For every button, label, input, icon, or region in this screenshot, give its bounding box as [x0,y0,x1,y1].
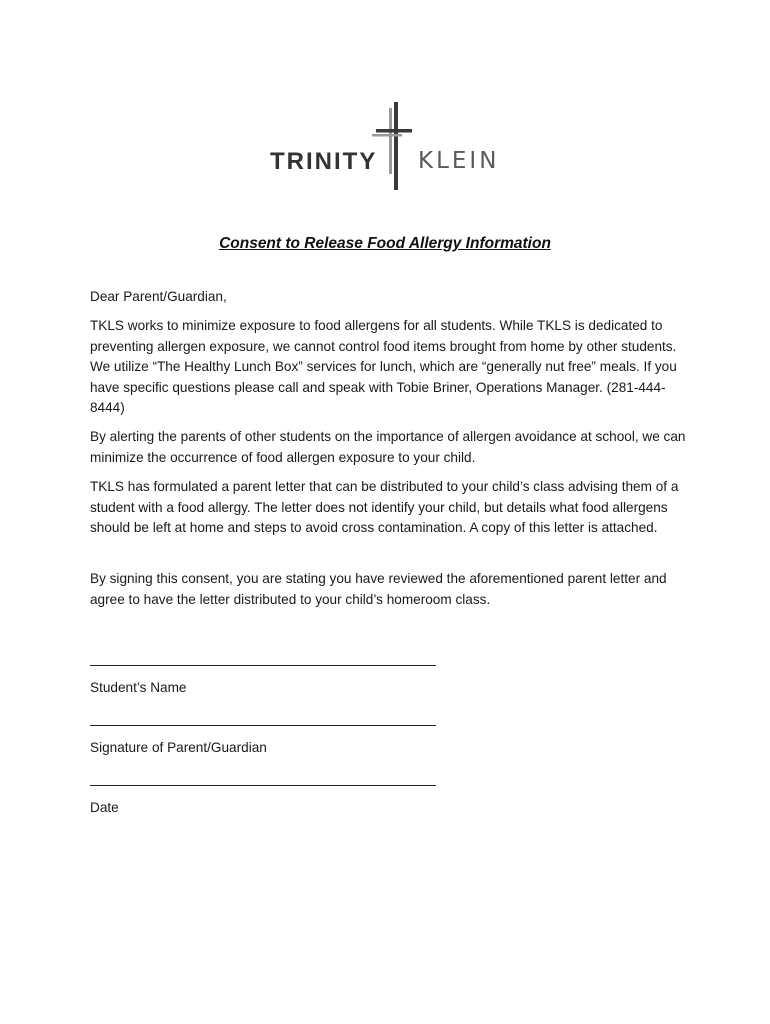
date-line[interactable] [90,785,436,786]
paragraph-alerting-parents: By alerting the parents of other students on the importance of allergen avoidance at school, we can minimize the occurrence of food allergen exposure to your child. [90,429,686,465]
parent-signature-line[interactable] [90,725,436,726]
salutation: Dear Parent/Guardian, [90,289,227,304]
paragraph-consent-statement: By signing this consent, you are stating you have reviewed the aforementioned parent letter and agree to have the letter distributed to your child’s homeroom class. [90,571,667,607]
paragraph-allergen-policy: TKLS works to minimize exposure to food allergens for all students. While TKLS is dedicated to preventing allergen exposure, we cannot control food items brought from home by other students. We utilize “The Healthy Lunch Box” services for lunch, which are “generally nut free” meals. If you have specific questions please call and speak with Tobie Briner, Operations Manager. (281-444-8444) [90,318,677,415]
cross-icon [368,100,418,192]
logo-word-klein: KLEIN [418,148,500,174]
document-title: Consent to Release Food Allergy Information [219,235,551,252]
student-name-label: Student’s Name [90,680,187,695]
student-name-line[interactable] [90,665,436,666]
trinity-klein-logo [270,100,500,192]
date-label: Date [90,800,119,815]
paragraph-parent-letter: TKLS has formulated a parent letter that can be distributed to your child’s class advising them of a student with a food allergy. The letter does not identify your child, but details what food allergens should be left at home and steps to avoid cross contamination. A copy of this letter is attached. [90,479,679,535]
parent-signature-label: Signature of Parent/Guardian [90,740,267,755]
logo-word-trinity: TRINITY [270,148,378,175]
